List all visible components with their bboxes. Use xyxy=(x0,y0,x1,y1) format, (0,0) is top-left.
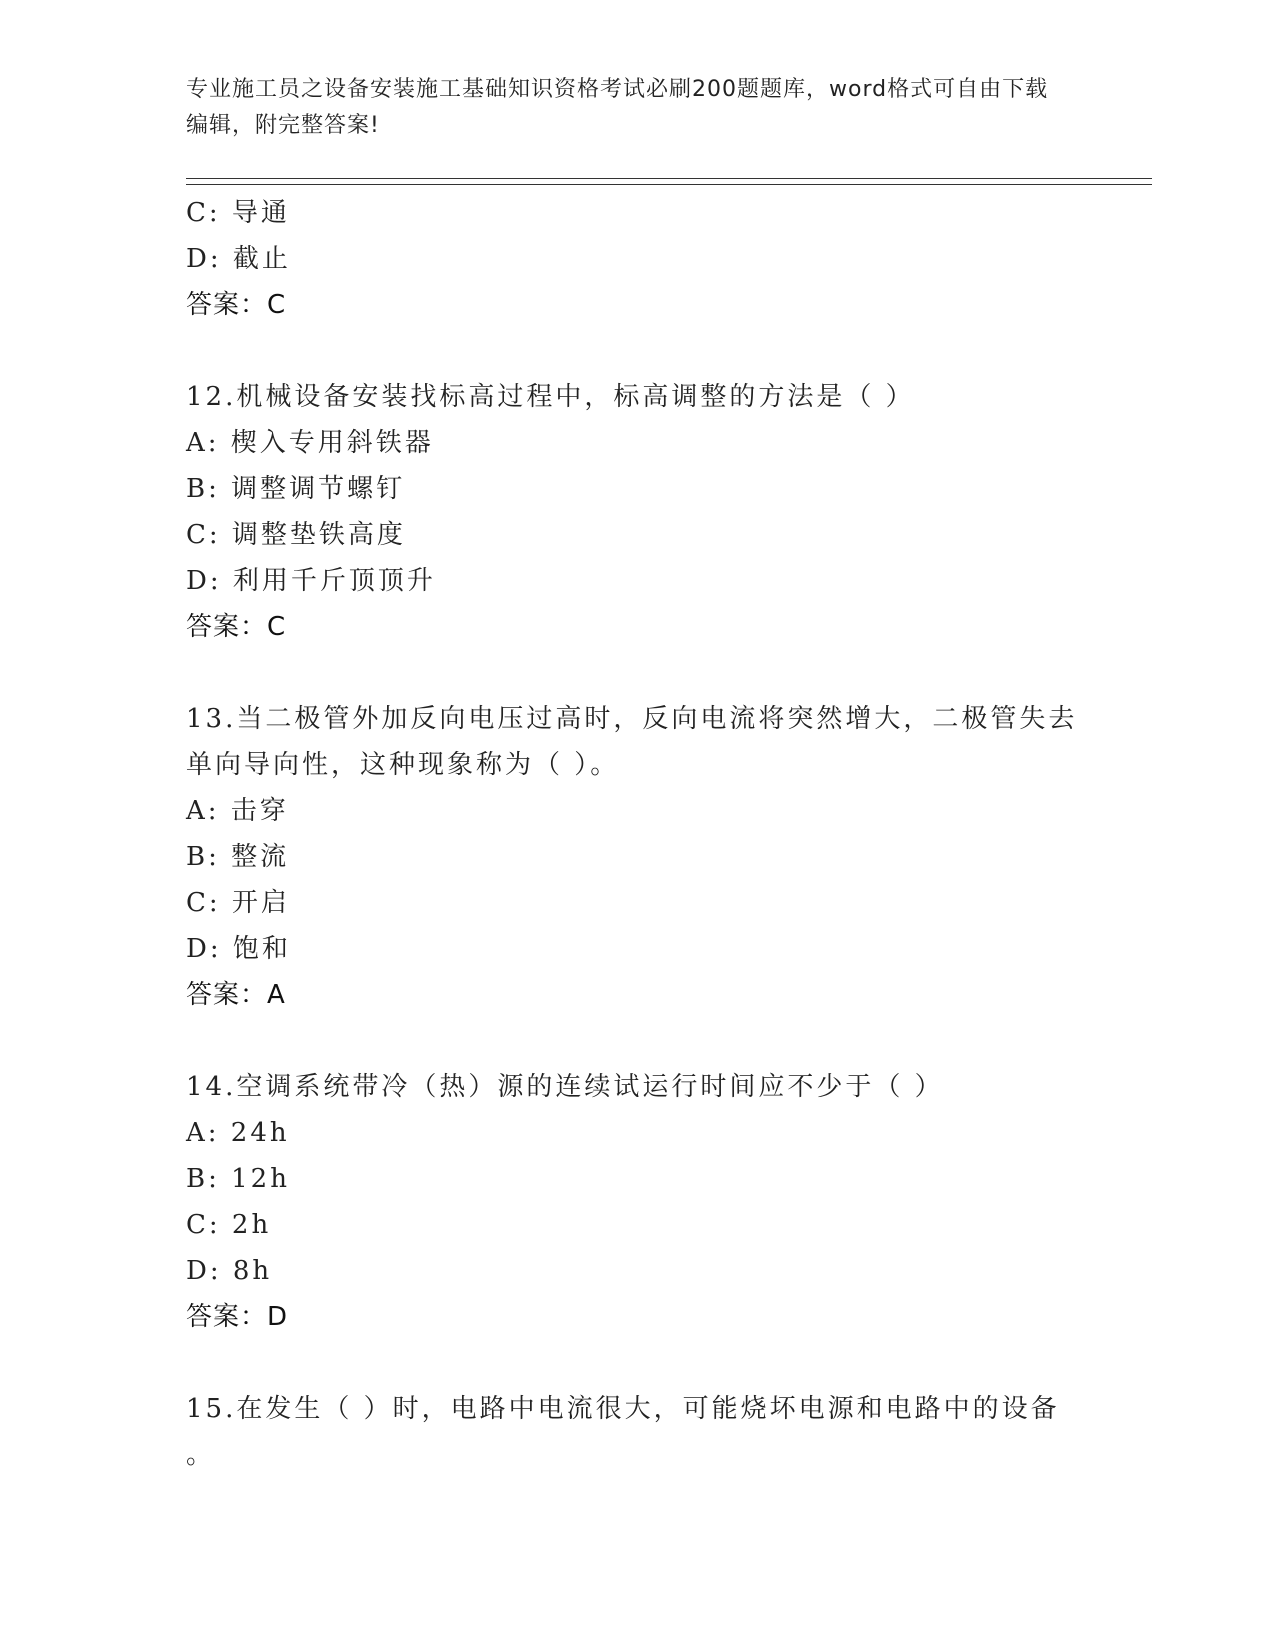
option-b: B: 整流 xyxy=(186,842,290,872)
option-c: C: 调整垫铁高度 xyxy=(186,520,406,550)
document-title: 专业施工员之设备安装施工基础知识资格考试必刷200题题库，word格式可自由下载编辑，附完整答案! xyxy=(186,77,1049,138)
option-c: C: 2h xyxy=(186,1210,272,1240)
option-d: D: 饱和 xyxy=(186,934,291,964)
answer-label: 答案：D xyxy=(186,1302,289,1332)
option-d: D: 截止 xyxy=(186,244,291,274)
question-stem: 13.当二极管外加反向电压过高时，反向电流将突然增大，二极管失去 xyxy=(186,704,1078,734)
question-11-tail xyxy=(186,190,1086,328)
question-14 xyxy=(186,1064,1086,1340)
option-c: C: 导通 xyxy=(186,198,290,228)
option-a: A: 击穿 xyxy=(186,796,289,826)
question-list xyxy=(186,190,1086,1478)
option-a: A: 楔入专用斜铁器 xyxy=(186,428,434,458)
option-d: D: 利用千斤顶顶升 xyxy=(186,566,436,596)
option-c: C: 开启 xyxy=(186,888,290,918)
question-stem: 14.空调系统带冷（热）源的连续试运行时间应不少于（ ） xyxy=(186,1072,944,1102)
question-13 xyxy=(186,696,1086,1018)
question-12 xyxy=(186,374,1086,650)
header-divider-bottom xyxy=(186,184,1152,185)
answer-label: 答案：C xyxy=(186,290,287,320)
option-d: D: 8h xyxy=(186,1256,273,1286)
header-divider-top xyxy=(186,178,1152,179)
question-stem-continued: 单向导向性，这种现象称为（ ）。 xyxy=(186,750,620,780)
option-b: B: 12h xyxy=(186,1164,290,1194)
answer-label: 答案：C xyxy=(186,612,287,642)
option-b: B: 调整调节螺钉 xyxy=(186,474,406,504)
question-stem: 12.机械设备安装找标高过程中，标高调整的方法是（ ） xyxy=(186,382,915,412)
option-a: A: 24h xyxy=(186,1118,290,1148)
question-stem-continued: 。 xyxy=(186,1440,216,1470)
question-15 xyxy=(186,1386,1086,1478)
answer-label: 答案：A xyxy=(186,980,286,1010)
question-stem: 15.在发生（ ）时，电路中电流很大，可能烧坏电源和电路中的设备 xyxy=(186,1394,1060,1424)
